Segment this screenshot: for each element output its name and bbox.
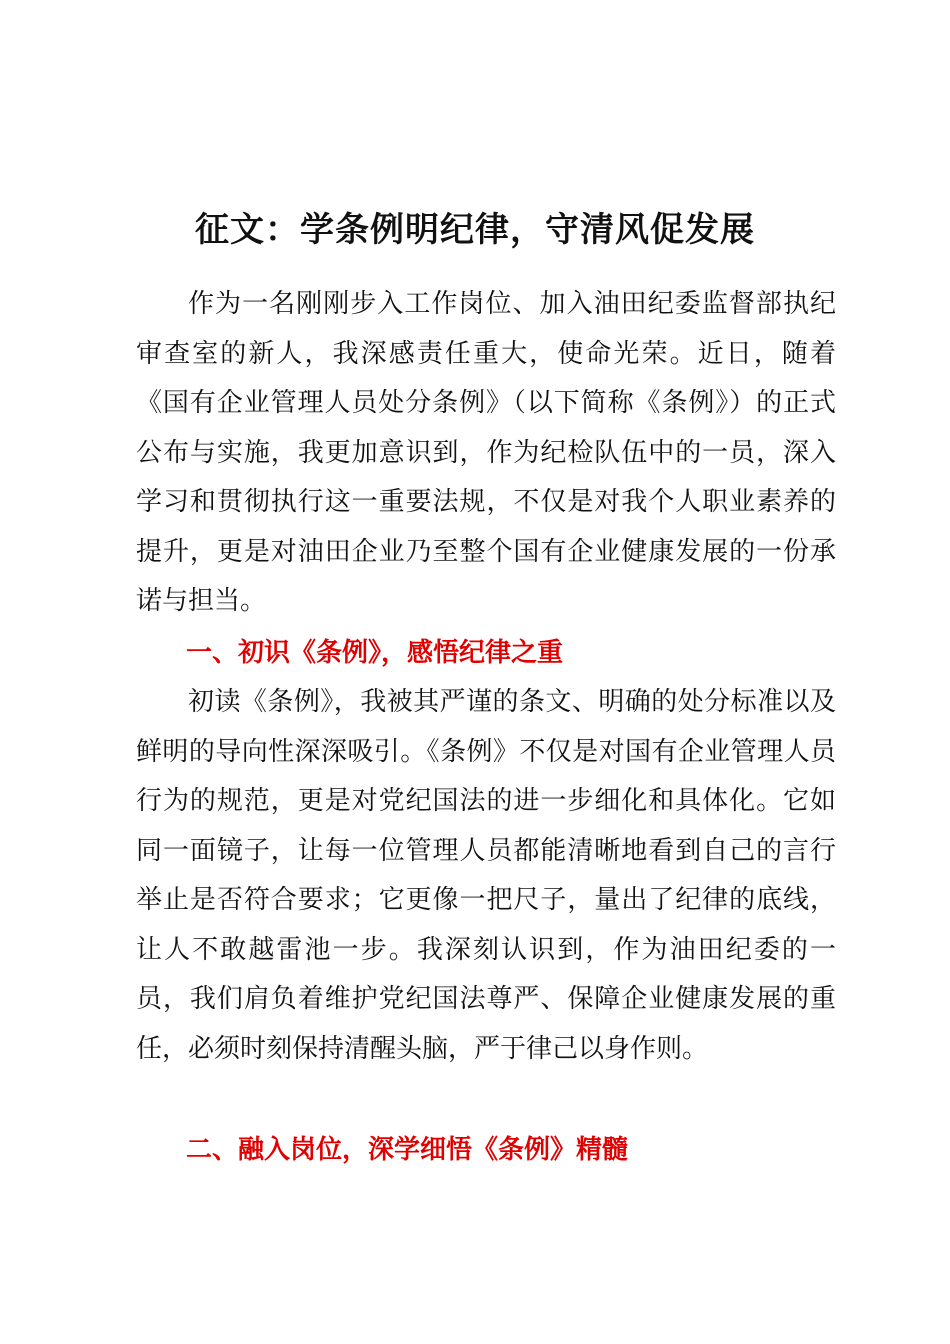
document-title: 征文：学条例明纪律，守清风促发展 — [195, 210, 755, 250]
paragraph-section-1: 初读《条例》，我被其严谨的条文、明确的处分标准以及鲜明的导向性深深吸引。《条例》不仅是对国有企业管理人员行为的规范，更是对党纪国法的进一步细化和具体化。它如同一面镜子，让每一位管理人员都能清晰地看到自己的言行举止是否符合要求；它更像一把尺子，量出了纪律的底线，让人不敢越雷池一步。我深刻认识到，作为油田纪委的一员，我们肩负着维护党纪国法尊严、保障企业健康发展的重任，必须时刻保持清醒头脑，严于律己以身作则。 — [136, 687, 836, 1064]
section-heading-2: 二、融入岗位，深学细悟《条例》精髓 — [186, 1135, 629, 1165]
paragraph-intro: 作为一名刚刚步入工作岗位、加入油田纪委监督部执纪审查室的新人，我深感责任重大，使命光荣。近日，随着《国有企业管理人员处分条例》（以下简称《条例》）的正式公布与实施，我更加意识到，作为纪检队伍中的一员，深入学习和贯彻执行这一重要法规，不仅是对我个人职业素养的提升，更是对油田企业乃至整个国有企业健康发展的一份承诺与担当。 — [136, 289, 836, 616]
section-heading-1: 一、初识《条例》，感悟纪律之重 — [186, 638, 564, 668]
